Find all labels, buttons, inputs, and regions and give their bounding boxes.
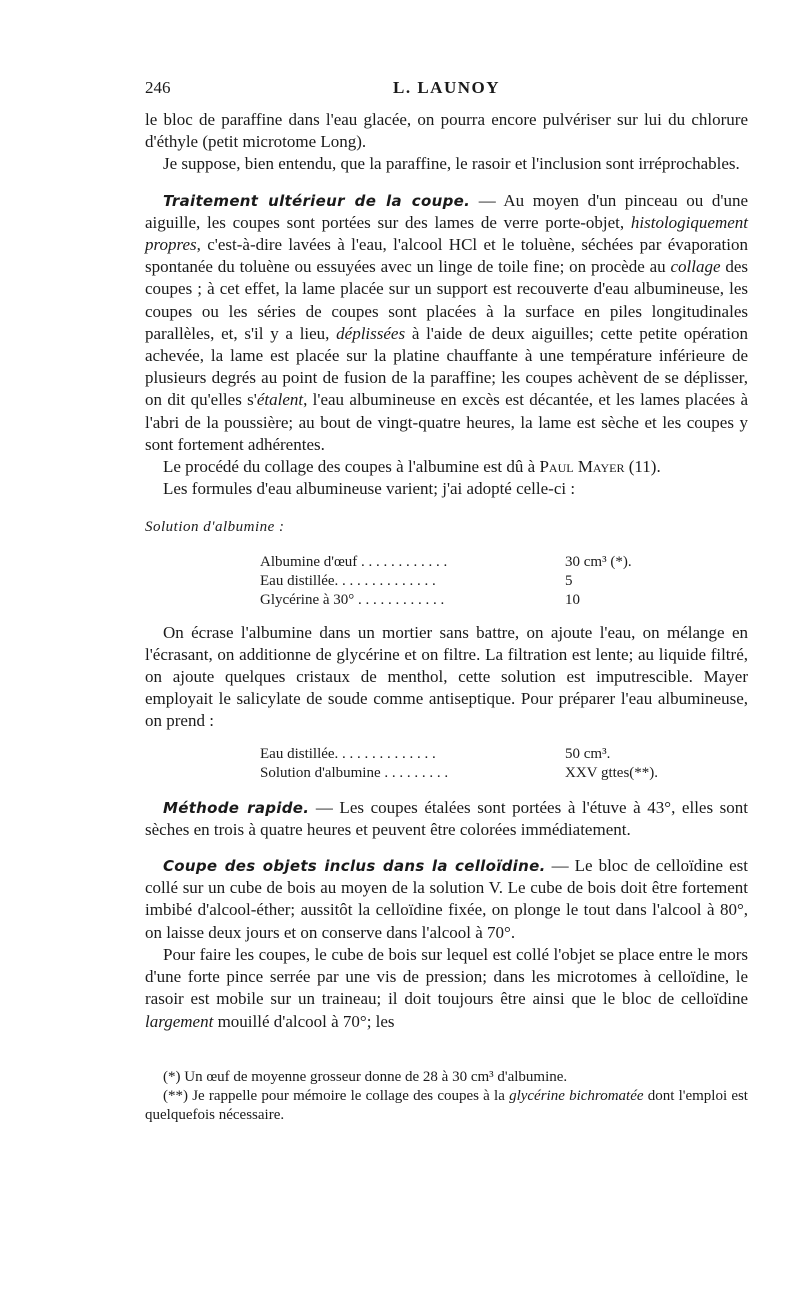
paragraph-treatment: Traitement ultérieur de la coupe. — Au moyen d'un pinceau ou d'une aiguille, les coupes sont portées sur des lames de verre porte-objet, histologiquement propres, c'est-à-dire lavées à l'eau, l'alcool HCl et le toluène, séchées par évaporation spontanée du toluène ou essuyées avec un linge de toile fine; on procède au collage des coupes ; à cet effet, la lame placée sur un support est recouverte d'eau albumineuse, les coupes ou les séries de coupes sont placées à la surface en piles longitudinales parallèles, et, s'il y a lieu, déplissées à l'aide de deux aiguilles; cette petite opération achevée, la lame est placée sur la platine chauffante à une température inférieure de plusieurs degrés au point de fusion de la paraffine; les coupes achèvent de se déplisser, on dit qu'elles s'étalent, l'eau albumineuse en excès est décantée, et les lames placées à l'abri de la poussière; au bout de vingt-quatre heures, la lame est sèche et les coupes y sont fortement adhérentes. bbox=[145, 190, 748, 454]
section-heading: Méthode rapide. bbox=[163, 798, 310, 817]
paragraph-rapid-method: Méthode rapide. — Les coupes étalées sont portées à l'étuve à 43°, elles sont sèches en trois à quatre heures et peuvent être colorées immédiatement. bbox=[145, 797, 749, 839]
recipe-row: Solution d'albumine . . . . . . . . . XXV gttes(**). bbox=[260, 764, 659, 781]
footnotes bbox=[145, 1068, 748, 1125]
page-header bbox=[145, 78, 748, 102]
recipe-row: Albumine d'œuf . . . . . . . . . . . . 30 cm³ (*). bbox=[260, 553, 632, 570]
recipe-row: Eau distillée. . . . . . . . . . . . . . 5 bbox=[260, 572, 573, 589]
page-number: 246 bbox=[145, 78, 171, 97]
footnote: (**) Je rappelle pour mémoire le collage des coupes à la glycérine bichromatée dont l'emploi est quelquefois nécessaire. bbox=[145, 1088, 748, 1123]
paragraph: le bloc de paraffine dans l'eau glacée, on pourra encore pulvériser sur lui du chlorure d'éthyle (petit microtome Long). bbox=[145, 110, 748, 152]
paragraph: Je suppose, bien entendu, que la paraffine, le rasoir et l'inclusion sont irréprochables. bbox=[163, 154, 740, 174]
running-head: L. LAUNOY bbox=[392, 78, 500, 97]
author-name: Paul Mayer bbox=[539, 457, 625, 477]
paragraph-celloidin: Coupe des objets inclus dans la celloïdine. — Le bloc de celloïdine est collé sur un cube de bois au moyen de la solution V. Le cube de bois doit être fortement imbibé d'alcool-éther; aussitôt la celloïdine fixée, on plonge le tout dans l'alcool à 80°, on laisse deux jours et on conserve dans l'alcool à 70°. bbox=[145, 856, 748, 942]
paragraph: Pour faire les coupes, le cube de bois sur lequel est collé l'objet se place entre le mors d'une forte pince serrée par une vis de pression; dans les microtomes à celloïdine, le rasoir est mobile sur un traineau; il doit toujours être ainsi que le bloc de celloïdine largement mouillé d'alcool à 70°; les bbox=[145, 944, 748, 1031]
recipe-row: Eau distillée. . . . . . . . . . . . . . 50 cm³. bbox=[260, 745, 611, 762]
body-text bbox=[145, 109, 748, 1033]
recipe-table bbox=[260, 745, 680, 783]
section-heading: Traitement ultérieur de la coupe. bbox=[163, 191, 471, 210]
footnote: (*) Un œuf de moyenne grosseur donne de 28 à 30 cm³ d'albumine. bbox=[163, 1069, 568, 1085]
paragraph: Le procédé du collage des coupes à l'albumine est dû à Paul Mayer (11). bbox=[163, 457, 661, 477]
recipe-row: Glycérine à 30° . . . . . . . . . . . . 10 bbox=[260, 591, 580, 608]
recipe-table bbox=[260, 553, 680, 610]
paragraph: On écrase l'albumine dans un mortier sans battre, on ajoute l'eau, on mélange en l'écrasant, on additionne de glycérine et on filtre. La filtration est lente; au liquide filtré, on ajoute quelques cristaux de menthol, cette solution est imputrescible. Mayer employait le salicylate de soude comme antiseptique. Pour préparer l'eau albumineuse, on prend : bbox=[145, 622, 748, 731]
solution-label: Solution d'albumine : bbox=[145, 519, 285, 536]
paragraph: Les formules d'eau albumineuse varient; j'ai adopté celle-ci : bbox=[163, 479, 576, 499]
section-heading: Coupe des objets inclus dans la celloïdine. bbox=[163, 857, 546, 876]
